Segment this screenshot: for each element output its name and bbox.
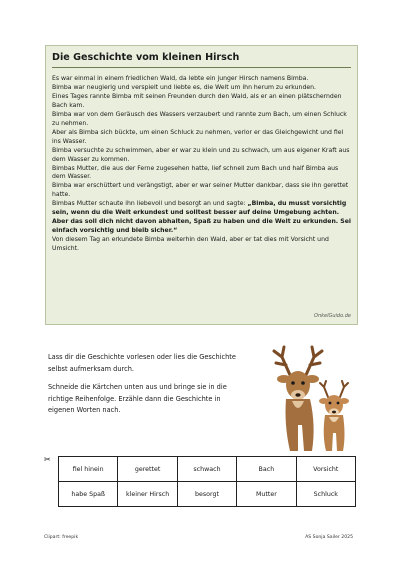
story-paragraph: Bimba war neugierig und verspielt und liebte es, die Welt um ihn herum zu erkunden.: [52, 83, 316, 91]
story-paragraph: [52, 200, 351, 236]
card[interactable]: habe Spaß: [59, 482, 118, 507]
mother-said: Bimbas Mutter schaute ihn liebevoll und besorgt an und sagte:: [52, 200, 246, 208]
card-row: [59, 482, 356, 507]
story-paragraph: Bimba war erschüttert und verängstigt, aber er war seiner Mutter dankbar, dass sie ihn gerettet hatte.: [52, 182, 349, 199]
footer-author: AS Sonja Sailer 2025: [305, 535, 353, 540]
card[interactable]: Schluck: [296, 482, 355, 507]
card[interactable]: kleiner Hirsch: [118, 482, 177, 507]
card[interactable]: Vorsicht: [296, 457, 355, 482]
instructions: [48, 352, 248, 424]
card[interactable]: Bach: [237, 457, 296, 482]
story-paragraph: Aber als Bimba sich bückte, um einen Schluck zu nehmen, verlor er das Gleichgewicht und fiel ins Wasser.: [52, 128, 344, 145]
card[interactable]: gerettet: [118, 457, 177, 482]
story-paragraph: Bimba war von dem Geräusch des Wassers verzaubert und rannte zum Bach, um einen Schluck zu nehmen.: [52, 110, 347, 127]
footer-clipart-credit: Clipart: freepik: [44, 535, 79, 540]
cut-out-cards: [58, 456, 356, 507]
story-box: [45, 45, 358, 325]
story-paragraph: Bimbas Mutter, die aus der Ferne zugesehen hatte, lief schnell zum Bach und half Bimba aus dem Wasser.: [52, 164, 339, 181]
card[interactable]: besorgt: [177, 482, 236, 507]
card[interactable]: Mutter: [237, 482, 296, 507]
instruction-read: Lass dir die Geschichte vorlesen oder lies die Geschichte selbst aufmerksam durch.: [48, 353, 236, 373]
card[interactable]: schwach: [177, 457, 236, 482]
story-paragraph: Bimba versuchte zu schwimmen, aber er war zu klein und zu schwach, um aus eigener Kraft aus dem Wasser zu kommen.: [52, 146, 350, 163]
mother-quote: „Bimba, du musst vorsichtig sein, wenn du die Welt erkundest und solltest besser auf deine Umgebung achten. Aber das soll dich nicht davon abhalten, Spaß zu haben und die Welt zu erkunden. Sei einfach vorsichtig und bleib sicher.“: [52, 200, 351, 235]
card-row: [59, 457, 356, 482]
instruction-cut: Schneide die Kärtchen unten aus und bringe sie in die richtige Reihenfolge. Erzähle dann die Geschichte in eigenen Worten nach.: [48, 383, 227, 414]
scissors-icon: ✂: [44, 455, 51, 464]
deer-illustration: [262, 345, 362, 455]
story-paragraph: Es war einmal in einem friedlichen Wald, da lebte ein junger Hirsch namens Bimba.: [52, 75, 309, 82]
story-title: Die Geschichte vom kleinen Hirsch: [52, 52, 351, 68]
story-ending: Von diesem Tag an erkundete Bimba weiterhin den Wald, aber er tat dies mit Vorsicht und Umsicht.: [52, 236, 329, 253]
story-credit: OnkelGuido.de: [314, 313, 351, 319]
card[interactable]: fiel hinein: [59, 457, 118, 482]
story-paragraph: Eines Tages rannte Bimba mit seinen Freunden durch den Wald, als er an einen plätschernden Bach kam.: [52, 92, 342, 109]
